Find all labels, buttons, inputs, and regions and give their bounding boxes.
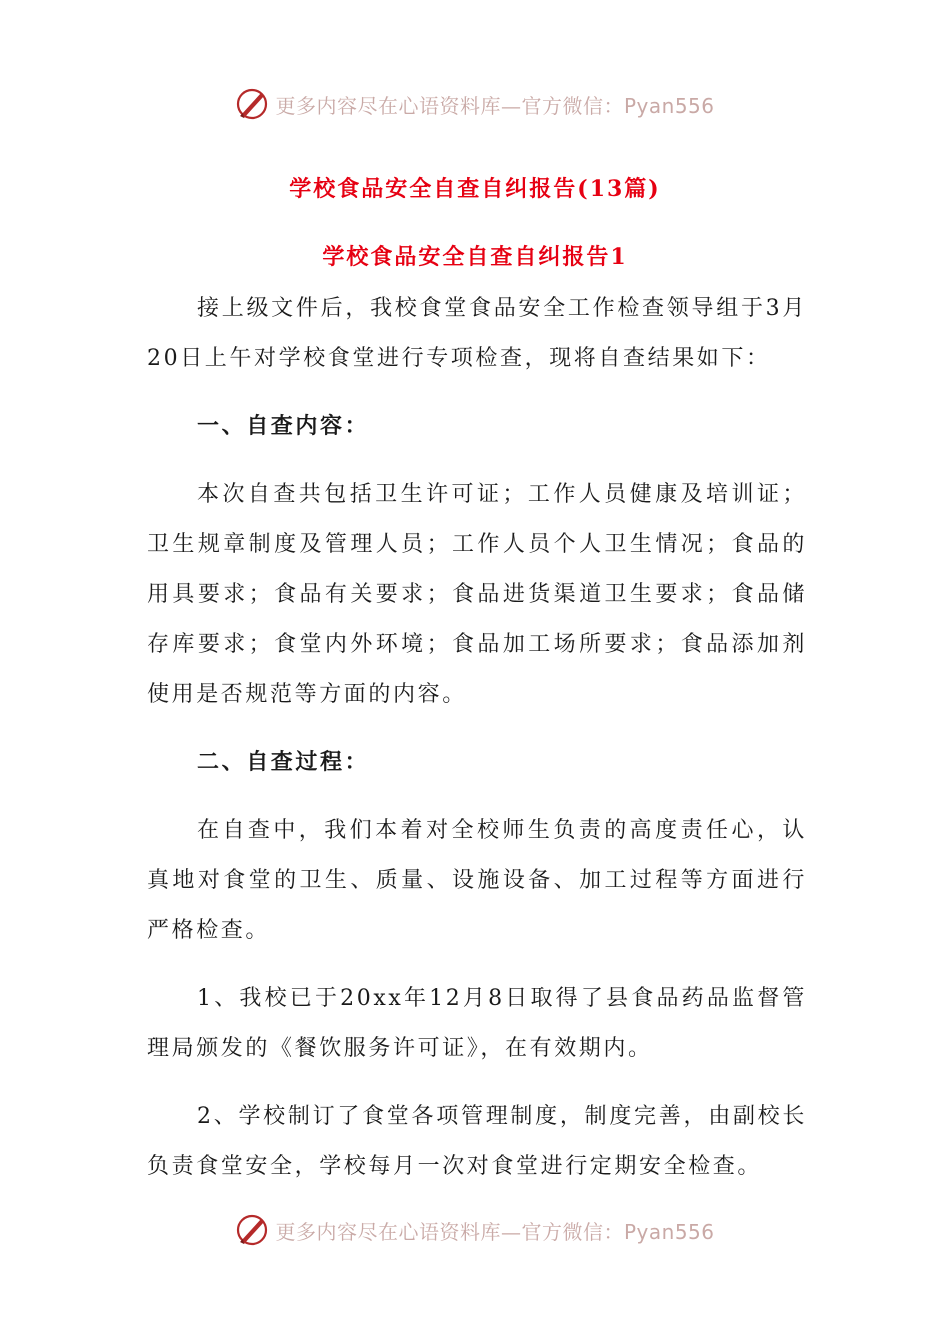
wechat-id: Pyan556	[623, 93, 715, 118]
pen-logo-icon	[235, 1213, 269, 1247]
header-watermark	[0, 84, 950, 124]
document-body	[147, 284, 807, 1192]
document-subtitle: 学校食品安全自查自纠报告1	[322, 244, 628, 270]
item2-paragraph: 2、学校制订了食堂各项管理制度，制度完善，由副校长负责食堂安全，学校每月一次对食堂进行定期安全检查。	[147, 1104, 807, 1179]
section2-paragraph: 在自查中，我们本着对全校师生负责的高度责任心，认真地对食堂的卫生、质量、设施设备、加工过程等方面进行严格检查。	[147, 818, 807, 943]
section2-heading: 二、自查过程：	[197, 750, 370, 775]
section1-paragraph: 本次自查共包括卫生许可证；工作人员健康及培训证；卫生规章制度及管理人员；工作人员个人卫生情况；食品的用具要求；食品有关要求；食品进货渠道卫生要求；食品储存库要求；食堂内外环境；食品加工场所要求；食品添加剂使用是否规范等方面的内容。	[147, 482, 807, 707]
watermark-text: 更多内容尽在心语资料库—官方微信：Pyan556	[275, 93, 715, 118]
document-title: 学校食品安全自查自纠报告(13篇)	[289, 176, 661, 202]
watermark-text: 更多内容尽在心语资料库—官方微信：Pyan556	[275, 1219, 715, 1244]
item1-paragraph: 1、我校已于20xx年12月8日取得了县食品药品监督管理局颁发的《餐饮服务许可证》，在有效期内。	[147, 986, 807, 1061]
footer-watermark	[0, 1210, 950, 1250]
intro-paragraph: 接上级文件后，我校食堂食品安全工作检查领导组于3月20日上午对学校食堂进行专项检查，现将自查结果如下：	[147, 296, 807, 371]
pen-logo-icon	[235, 87, 269, 121]
wechat-id: Pyan556	[623, 1219, 715, 1244]
section1-heading: 一、自查内容：	[197, 414, 370, 439]
